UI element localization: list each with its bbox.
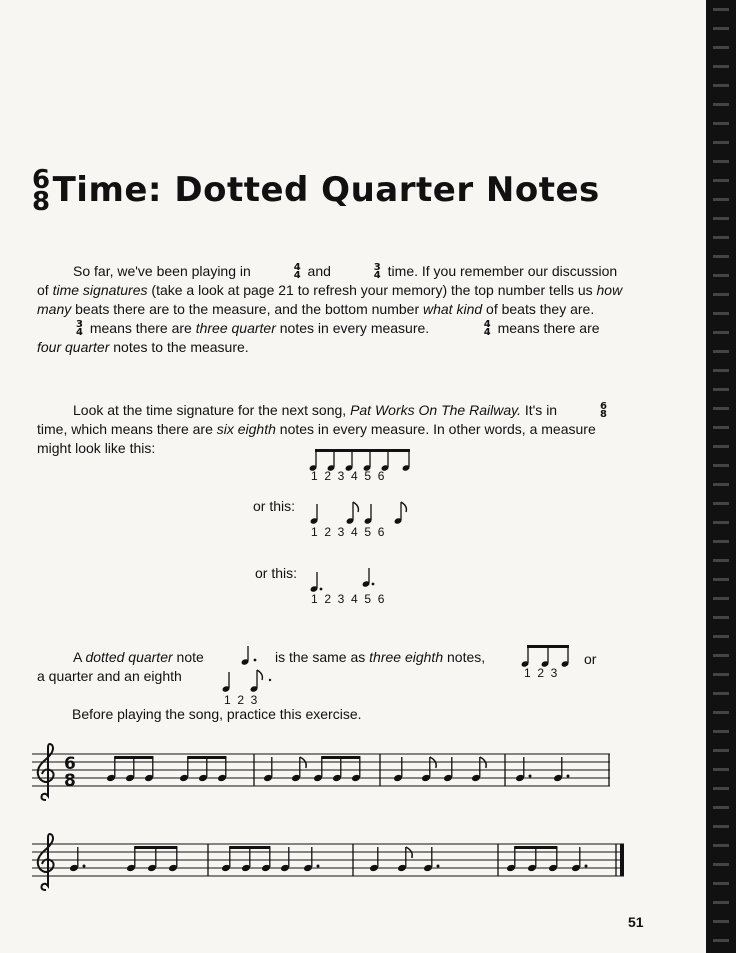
binding-hole — [713, 255, 729, 258]
or-this-label: or this: — [253, 498, 296, 514]
binding-hole — [713, 122, 729, 125]
example-3-counts: 1 2 3 4 5 6 — [311, 592, 385, 606]
binding-hole — [713, 160, 729, 163]
binding-hole — [713, 540, 729, 543]
title-time-signature: 6 8 — [32, 165, 51, 217]
or-label: or — [584, 651, 597, 667]
binding-hole — [713, 407, 729, 410]
binding-hole — [713, 578, 729, 581]
binding-hole — [713, 749, 729, 752]
binding-hole — [713, 426, 729, 429]
time-signature-4-4: 4 4 — [483, 319, 491, 339]
binding-hole — [713, 464, 729, 467]
page-number: 51 — [628, 914, 644, 930]
time-signature-3-4: 3 4 — [373, 262, 381, 282]
exercise-staff-2 — [28, 830, 628, 900]
binding-hole — [713, 198, 729, 201]
binding-hole — [713, 27, 729, 30]
binding-hole — [713, 521, 729, 524]
dotted-quarter-line: A dotted quarter note — [73, 649, 204, 665]
note-beam — [514, 846, 557, 849]
intro-paragraph: So far, we've been playing in 4 4 and 3 4 time. If you remember our discussion of time signatures (take a look at page 21 to refresh your memory) the top number tells us how many beats there are to the measure, and the bottom number what kind of beats they are. 3 4 means there are three quarter notes in every measure. 4 4 means there are four quarter notes to the measure. — [37, 262, 623, 355]
binding-hole — [713, 312, 729, 315]
spiral-binding — [706, 0, 736, 953]
binding-hole — [713, 806, 729, 809]
binding-hole — [713, 616, 729, 619]
binding-hole — [713, 236, 729, 239]
three-eighth-notes-icon — [522, 644, 572, 668]
quarter-eighth-example — [310, 500, 410, 526]
treble-clef-icon — [38, 744, 54, 800]
quarter-eighth-counts: 1 2 3 — [224, 693, 258, 707]
binding-hole — [713, 939, 729, 942]
binding-hole — [713, 331, 729, 334]
binding-hole — [713, 654, 729, 657]
note-beam — [134, 846, 177, 849]
binding-hole — [713, 46, 729, 49]
binding-hole — [713, 825, 729, 828]
binding-hole — [713, 635, 729, 638]
note-beam — [114, 756, 153, 759]
example-2-counts: 1 2 3 4 5 6 — [311, 525, 385, 539]
binding-hole — [713, 768, 729, 771]
exercise-time-signature-bottom: 8 — [64, 771, 76, 791]
binding-hole — [713, 901, 729, 904]
binding-hole — [713, 730, 729, 733]
dotted-quarter-note-icon — [240, 645, 262, 667]
binding-hole — [713, 141, 729, 144]
binding-hole — [713, 844, 729, 847]
binding-hole — [713, 787, 729, 790]
binding-hole — [713, 84, 729, 87]
three-eighth-counts: 1 2 3 — [524, 666, 558, 680]
binding-hole — [713, 863, 729, 866]
binding-hole — [713, 692, 729, 695]
note-dot — [317, 865, 320, 868]
note-beam — [229, 846, 270, 849]
or-this-label: or this: — [255, 565, 298, 581]
note-dot — [83, 865, 86, 868]
time-signature-6-8: 6 8 — [600, 401, 607, 421]
quarter-and-eighth-icon — [222, 668, 272, 694]
binding-hole — [713, 559, 729, 562]
time-signature-paragraph: Look at the time signature for the next song, Pat Works On The Railway. It's in 6 8 time, which means there are six eighth notes in every measure. In other words, a measure might look like this: — [37, 401, 607, 456]
quarter-eighth-line: a quarter and an eighth — [37, 668, 182, 684]
binding-hole — [713, 502, 729, 505]
binding-hole — [713, 673, 729, 676]
dotted-quarter-example — [310, 568, 380, 594]
binding-hole — [713, 350, 729, 353]
binding-hole — [713, 179, 729, 182]
time-signature-3-4: 3 4 — [76, 319, 83, 339]
binding-hole — [713, 217, 729, 220]
note-dot — [437, 865, 440, 868]
binding-hole — [713, 274, 729, 277]
binding-hole — [713, 882, 729, 885]
treble-clef-icon — [38, 834, 54, 890]
note-dot — [567, 775, 570, 778]
binding-hole — [713, 293, 729, 296]
page-title: 6 8 Time: Dotted Quarter Notes — [32, 165, 600, 217]
binding-hole — [713, 369, 729, 372]
example-1-counts: 1 2 3 4 5 6 — [311, 469, 385, 483]
time-signature-4-4: 4 4 — [293, 262, 301, 282]
binding-hole — [713, 8, 729, 11]
binding-hole — [713, 597, 729, 600]
binding-hole — [713, 103, 729, 106]
note-beam — [187, 756, 226, 759]
note-beam — [321, 756, 360, 759]
binding-hole — [713, 388, 729, 391]
three-eighth-line: is the same as three eighth notes, — [275, 649, 486, 665]
binding-hole — [713, 920, 729, 923]
binding-hole — [713, 711, 729, 714]
binding-hole — [713, 445, 729, 448]
note-dot — [585, 865, 588, 868]
note-dot — [529, 775, 532, 778]
binding-hole — [713, 483, 729, 486]
exercise-time-signature-top: 6 — [64, 754, 76, 774]
binding-hole — [713, 65, 729, 68]
practice-instruction: Before playing the song, practice this exercise. — [72, 706, 362, 722]
exercise-staff-1 — [28, 740, 618, 810]
